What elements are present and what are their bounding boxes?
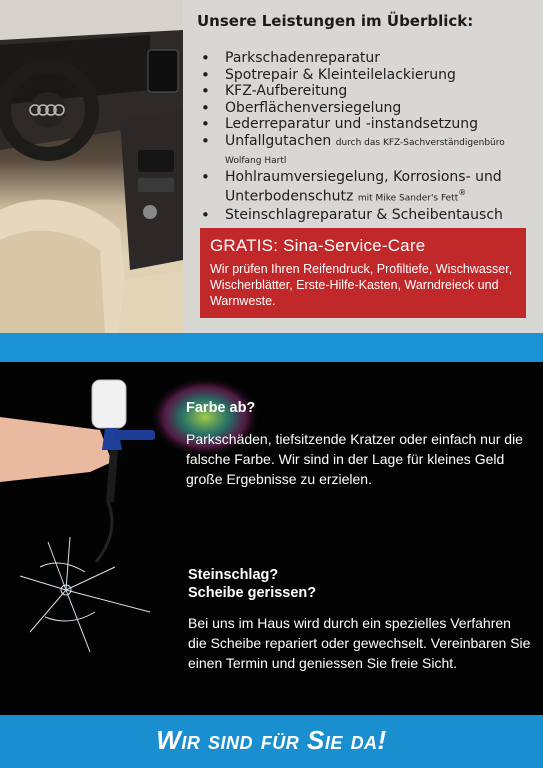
services-section — [0, 0, 543, 333]
paint-question: Farbe ab? — [186, 400, 256, 416]
crack-icon — [20, 537, 150, 652]
service-item: • Parkschadenreparatur — [201, 50, 531, 66]
car-interior-image — [0, 0, 183, 333]
gratis-box — [200, 228, 526, 318]
windshield-text: Bei uns im Haus wird durch ein spezielles Verfahren die Scheibe repariert oder gewechselt. Vereinbaren Sie einen Termin und geniessen Sie freie Sicht. — [188, 615, 531, 671]
service-item: • KFZ-Aufbereitung — [201, 83, 531, 99]
info-section — [0, 362, 543, 715]
services-list — [201, 50, 531, 224]
windshield-question-line2: Scheibe gerissen? — [188, 585, 317, 601]
spray-cup-icon — [92, 380, 126, 428]
service-item: • Lederreparatur und -instandsetzung — [201, 116, 531, 132]
footer-slogan: Wir sind für Sie da! — [156, 725, 387, 755]
service-item: • Spotrepair & Kleinteilelackierung — [201, 67, 531, 83]
windshield-question — [188, 566, 316, 602]
service-item: • Unfallgutachen durch das KFZ-Sachverständigenbüro Wolfang Hartl — [201, 133, 531, 169]
gratis-title: GRATIS: Sina-Service-Care — [210, 236, 426, 255]
paint-text: Parkschäden, tiefsitzende Kratzer oder einfach nur die falsche Farbe. Wir sind in der Lage für kleines Geld große Ergebnisse zu erzielen. — [186, 431, 523, 487]
service-note: mit Mike Sander's Fett — [357, 193, 459, 204]
blue-divider — [0, 333, 543, 362]
service-note: durch das KFZ-Sachverständigenbüro Wolfang Hartl — [225, 137, 505, 166]
registered-mark: ® — [458, 188, 467, 197]
service-item: • Oberflächenversiegelung — [201, 100, 531, 116]
services-heading: Unsere Leistungen im Überblick: — [197, 12, 474, 30]
gratis-body: Wir prüfen Ihren Reifendruck, Profiltiefe, Wischwasser, Wischerblätter, Erste-Hilfe-Kasten, Warndreieck und Warnweste. — [210, 262, 513, 308]
service-item: • Steinschlagreparatur & Scheibentausch — [201, 207, 531, 223]
service-item: • Hohlraumversiegelung, Korrosions- und Unterbodenschutz mit Mike Sander's Fett® — [201, 169, 531, 207]
footer-banner — [0, 715, 543, 768]
windshield-question-line1: Steinschlag? — [188, 567, 279, 583]
